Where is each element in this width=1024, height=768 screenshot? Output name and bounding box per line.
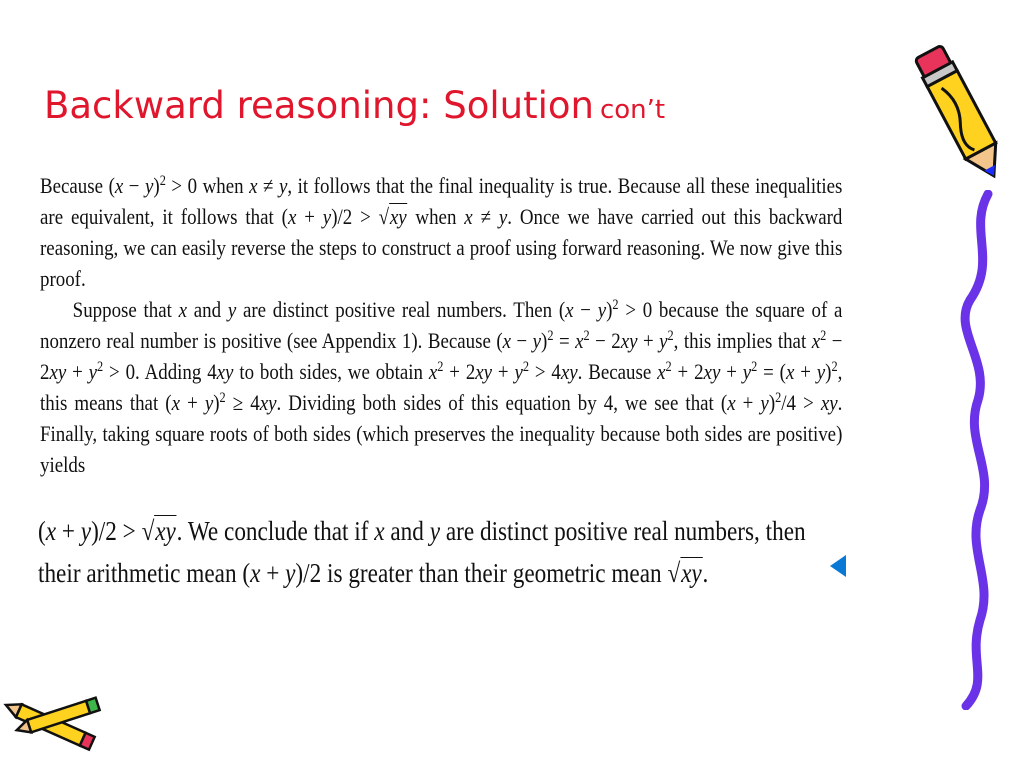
sqrt-xy: √xy: [141, 516, 176, 546]
paragraph-conclusion: (x + y)/2 > √xy. We conclude that if x and y are distinct positive real numbers, then their arithmetic mean (x + y)/2 is greater than their geometric mean √xy.: [38, 516, 806, 588]
squiggle-line-icon: [950, 190, 1010, 710]
slide-title-main: Backward reasoning: Solution: [44, 84, 594, 127]
pencil-tip: [15, 720, 31, 736]
pencil-body: [927, 71, 996, 159]
triangle-left-icon[interactable]: [830, 555, 846, 577]
pencil-icon: [912, 38, 1012, 196]
sqrt-xy: √xy: [667, 558, 702, 588]
slide-title-sub: con’t: [599, 95, 666, 125]
sqrt-xy: √xy: [378, 204, 407, 229]
slide-title: [44, 82, 665, 134]
pencils-icon: [0, 694, 115, 764]
paragraph-forward-proof: Suppose that x and y are distinct positive real numbers. Then $(x - y)^2 > 0$ because the square of a nonzero real number is positive (see Appendix 1). Because $(x - y)^2 = x^2 - 2xy + y^2$, this implies that $x^2 - 2xy + y^2 > 0$. Adding 4xy to both sides, we obtain $x^2 + 2xy + y^2 > 4xy$. Because $x^2 + 2xy + y^2 = (x + y)^2$, this means that $(x + y)^2 \ge 4xy$. Dividing both sides of this equation by 4, we see that $(x + y)^2/4$ > xy. Finally, taking square roots of both sides (which preserves the inequality because both sides are positive) yields: [40, 297, 843, 477]
paragraph-backward-conclusion: Because $(x - y)^2 > 0$ when x ≠ y, it follows that the final inequality is true. Because all these inequalities are equivalent, it follows that (x + y)/2 > √xy when x ≠ y. Once we have carried out this backward reasoning, we can easily reverse the steps to construct a proof using forward reasoning. We now give this proof.: [40, 173, 843, 291]
pencil-eraser: [86, 698, 100, 713]
